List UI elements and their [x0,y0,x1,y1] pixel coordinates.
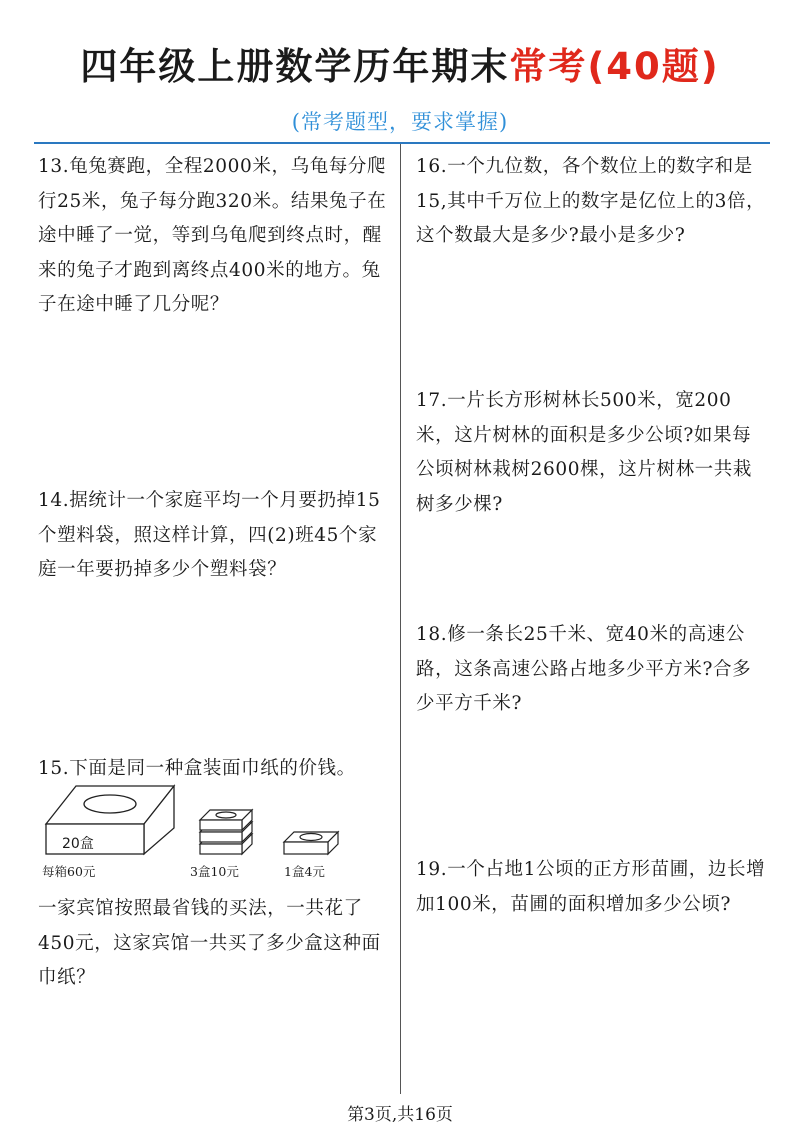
question-15-intro: 15.下面是同一种盒装面巾纸的价钱。 [38,758,356,779]
price-label-three: 3盒10元 [190,864,239,879]
question-13: 13.龟兔赛跑，全程2000米，乌龟每分爬行25米，兔子每分跑320米。结果兔子在途中睡了一觉，等到乌龟爬到终点时，醒来的兔子才跑到离终点400米的地方。兔子在途中睡了几分呢？ [38,156,387,316]
price-label-case: 每箱60元 [42,864,96,879]
title-main: 四年级上册数学历年期末 [80,45,510,88]
tissue-box-figure [38,782,378,892]
question-15-body: 一家宾馆按照最省钱的买法，一共花了450元，这家宾馆一共买了多少盒这种面巾纸？ [38,898,381,989]
box-count-label: 20盒 [62,836,94,852]
three-box-stack-icon [200,810,252,854]
question-14: 14.据统计一个家庭平均一个月要扔掉15个塑料袋，照这样计算，四(2)班45个家庭一年要扔掉多少个塑料袋？ [38,490,381,581]
question-18: 18.修一条长25千米、宽40米的高速公路，这条高速公路占地多少平方米?合多少平方千米? [416,624,752,715]
title-accent: 常考(40题) [509,45,720,88]
question-16: 16.一个九位数，各个数位上的数字和是15,其中千万位上的数字是亿位上的3倍，这个数最大是多少?最小是多少? [416,156,766,247]
question-17: 17.一片长方形树林长500米，宽200米，这片树林的面积是多少公顷?如果每公顷树林栽树2600棵，这片树林一共栽树多少棵? [416,390,752,515]
header-divider [34,142,770,144]
question-19: 19.一个占地1公顷的正方形苗圃，边长增加100米，苗圃的面积增加多少公顷? [416,859,766,915]
page-subtitle: (常考题型，要求掌握) [291,110,509,134]
single-box-icon [284,832,338,854]
price-label-one: 1盒4元 [284,864,325,879]
page-title [0,36,800,90]
page-number: 第3页,共16页 [347,1105,453,1125]
column-divider [400,144,401,1094]
